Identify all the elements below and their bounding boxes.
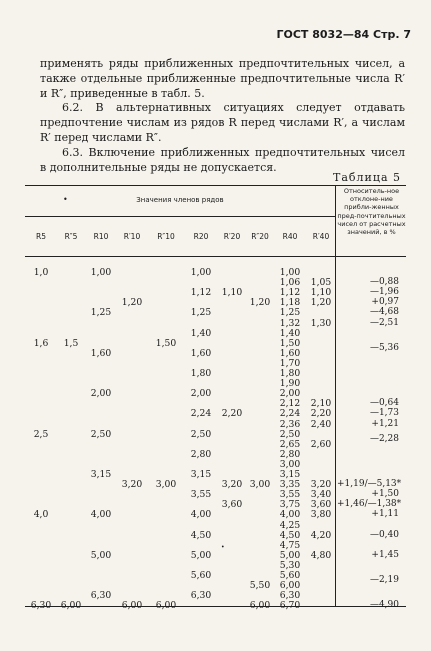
r20-value: 5,00 <box>190 549 212 561</box>
r40-value: 1,25 <box>279 307 301 319</box>
r40-value: 6,30 <box>279 590 301 602</box>
r1-40-value: 3,40 <box>310 489 332 501</box>
r20-value: 1,12 <box>190 287 212 299</box>
r40-value: 3,00 <box>279 458 301 470</box>
r5-value: 4,0 <box>33 509 49 521</box>
r10-value: 2,00 <box>90 388 112 400</box>
r20-value: 3,15 <box>190 469 212 480</box>
col-header-2: R10 <box>93 232 109 241</box>
col-header-6: R′20 <box>223 232 241 241</box>
r20-value: 2,24 <box>190 408 212 420</box>
r2-20-value: 3,00 <box>249 479 271 491</box>
r20-value: 1,60 <box>190 347 212 359</box>
rel-deviation-value: —0,88 <box>369 277 399 288</box>
r5-value: 1,0 <box>33 267 49 278</box>
r40-value: 1,40 <box>279 327 301 339</box>
rel-deviation-value: —2,28 <box>369 433 399 444</box>
r2-10-value: 3,00 <box>155 479 177 491</box>
r40-value: 2,36 <box>279 418 301 430</box>
r20-value: 1,40 <box>190 327 212 339</box>
r40-value: 2,24 <box>279 408 301 420</box>
r10-value: 5,00 <box>90 549 112 561</box>
paragraph-6-3: 6.3. Включение приближенных предпочтительных чисел в дополнительные ряды не допускается. <box>40 145 405 174</box>
rel-deviation-value: +1,11 <box>371 509 399 520</box>
col-header-4: R″10 <box>157 232 175 241</box>
r1-40-value: 2,40 <box>310 418 332 430</box>
r40-value: 5,00 <box>279 549 301 561</box>
r40-value: 1,06 <box>279 277 301 289</box>
r40-value: 2,50 <box>279 428 301 440</box>
r40-value: 3,75 <box>279 499 301 511</box>
r1-40-value: 2,60 <box>310 438 332 450</box>
r10-value: 4,00 <box>90 509 112 521</box>
table-5 <box>25 185 406 612</box>
r10-value: 2,50 <box>90 428 112 440</box>
r10-value: 6,30 <box>90 590 112 602</box>
r20-value: 1,25 <box>190 307 212 319</box>
header-rule <box>25 216 335 217</box>
r2-5-value: 6,00 <box>60 600 82 612</box>
r20-value: 1,00 <box>190 267 212 278</box>
rel-deviation-value: +0,97 <box>371 297 399 308</box>
rel-deviation-value: +1,21 <box>371 418 399 429</box>
r40-value: 6,00 <box>279 580 301 592</box>
rel-deviation-header: Относитель-ное отклоне-ние прибли-женных пред-почтительных чисел от расчетных значений, в % <box>337 187 406 237</box>
r2-10-value: 1,50 <box>155 337 177 349</box>
r1-40-value: 3,20 <box>310 479 332 491</box>
col-header-9: R′40 <box>312 232 330 241</box>
r2-10-value: 6,00 <box>155 600 177 612</box>
body-text <box>40 57 405 175</box>
col-header-5: R20 <box>193 232 209 241</box>
r2-20-value: 5,50 <box>249 580 271 592</box>
r1-40-value: 1,20 <box>310 297 332 309</box>
rel-deviation-value: —0,64 <box>369 398 399 409</box>
rel-deviation-value: +1,50 <box>371 489 399 500</box>
r20-value: 2,80 <box>190 448 212 460</box>
rel-deviation-value: —5,36 <box>369 342 399 353</box>
r40-value: 2,12 <box>279 398 301 410</box>
r40-value: 1,60 <box>279 347 301 359</box>
r40-value: 1,12 <box>279 287 301 299</box>
r40-value: 3,35 <box>279 479 301 491</box>
r1-40-value: 1,05 <box>310 277 332 289</box>
r5-value: 6,30 <box>30 600 52 612</box>
r1-40-value: 3,60 <box>310 499 332 511</box>
r1-10-value: 3,20 <box>121 479 143 491</box>
rel-deviation-value: —4,68 <box>369 307 399 318</box>
r40-value: 1,18 <box>279 297 301 309</box>
rel-deviation-value: +1,46/—1,38* <box>337 499 402 510</box>
rel-deviation-value: +1,45 <box>371 549 399 560</box>
col-header-7: R″20 <box>251 232 269 241</box>
r2-5-value: 1,5 <box>63 337 79 349</box>
r2-20-value: 6,00 <box>249 600 271 612</box>
r1-20-value: 3,20 <box>221 479 243 491</box>
r40-value: 1,50 <box>279 337 301 349</box>
r10-value: 1,60 <box>90 347 112 359</box>
r20-value: 4,00 <box>190 509 212 521</box>
r40-value: 1,00 <box>279 267 301 278</box>
r40-value: 4,50 <box>279 529 301 541</box>
r40-value: 4,25 <box>279 519 301 531</box>
r1-40-value: 1,10 <box>310 287 332 299</box>
r20-value: 4,50 <box>190 529 212 541</box>
r40-value: 2,80 <box>279 448 301 460</box>
r1-20-value: 1,10 <box>221 287 243 299</box>
r40-value: 1,70 <box>279 357 301 369</box>
col-header-8: R40 <box>282 232 298 241</box>
r1-10-value: 1,20 <box>121 297 143 309</box>
r10-value: 3,15 <box>90 469 112 480</box>
r1-20-value: 2,20 <box>221 408 243 420</box>
rel-deviation-value: —0,40 <box>369 529 399 540</box>
group-header: Значения членов рядов <box>136 196 224 204</box>
r10-value: 1,00 <box>90 267 112 278</box>
r1-10-value: 6,00 <box>121 600 143 612</box>
rel-divider <box>335 186 336 606</box>
r40-value: 1,80 <box>279 368 301 379</box>
table-caption: Таблица 5 <box>333 171 401 184</box>
r10-value: 1,25 <box>90 307 112 319</box>
r20-value: 1,80 <box>190 368 212 379</box>
rel-deviation-value: —2,51 <box>369 317 399 328</box>
r40-value: 6,70 <box>279 600 301 612</box>
header-bottom-rule <box>25 256 406 257</box>
r40-value: 4,00 <box>279 509 301 521</box>
rel-deviation-value: —1,73 <box>369 408 399 419</box>
r1-40-value: 2,10 <box>310 398 332 410</box>
r40-value: 5,60 <box>279 570 301 581</box>
r1-20-value: 3,60 <box>221 499 243 511</box>
r40-value: 3,55 <box>279 489 301 501</box>
r1-40-value: 2,20 <box>310 408 332 420</box>
col-header-3: R′10 <box>123 232 141 241</box>
r40-value: 5,30 <box>279 559 301 571</box>
r1-40-value: 3,80 <box>310 509 332 521</box>
col-header-0: R5 <box>36 232 46 241</box>
paragraph-1: применять ряды приближенных предпочтительных чисел, а также отдельные приближенные предпочтительные числа R′ и R″, приведенные в табл. 5. <box>40 57 405 100</box>
page-header: ГОСТ 8032—84 Стр. 7 <box>276 28 411 41</box>
r5-value: 1,6 <box>33 337 49 349</box>
r40-value: 2,00 <box>279 388 301 400</box>
bullet-mark: • <box>63 195 68 204</box>
r40-value: 1,32 <box>279 317 301 329</box>
r40-value: 1,90 <box>279 378 301 390</box>
r1-40-value: 4,20 <box>310 529 332 541</box>
paragraph-6-2: 6.2. В альтернативных ситуациях следует отдавать предпочтение числам из рядов R перед числами R′, а числам R′ перед числами R″. <box>40 101 405 144</box>
r20-value: 5,60 <box>190 570 212 581</box>
rel-deviation-value: —2,19 <box>369 575 399 586</box>
r20-value: 2,00 <box>190 388 212 400</box>
col-header-1: R″5 <box>64 232 78 241</box>
r40-value: 4,75 <box>279 539 301 551</box>
rel-deviation-value: —1,96 <box>369 287 399 298</box>
r20-value: 6,30 <box>190 590 212 602</box>
r2-20-value: 1,20 <box>249 297 271 309</box>
stray-mark: • <box>221 543 225 551</box>
r1-40-value: 4,80 <box>310 549 332 561</box>
r20-value: 3,55 <box>190 489 212 501</box>
r40-value: 3,15 <box>279 469 301 480</box>
rel-deviation-value: +1,19/—5,13* <box>337 479 402 490</box>
r20-value: 2,50 <box>190 428 212 440</box>
r1-40-value: 1,30 <box>310 317 332 329</box>
r5-value: 2,5 <box>33 428 49 440</box>
rel-deviation-value: —4,90 <box>369 600 399 611</box>
r40-value: 2,65 <box>279 438 301 450</box>
